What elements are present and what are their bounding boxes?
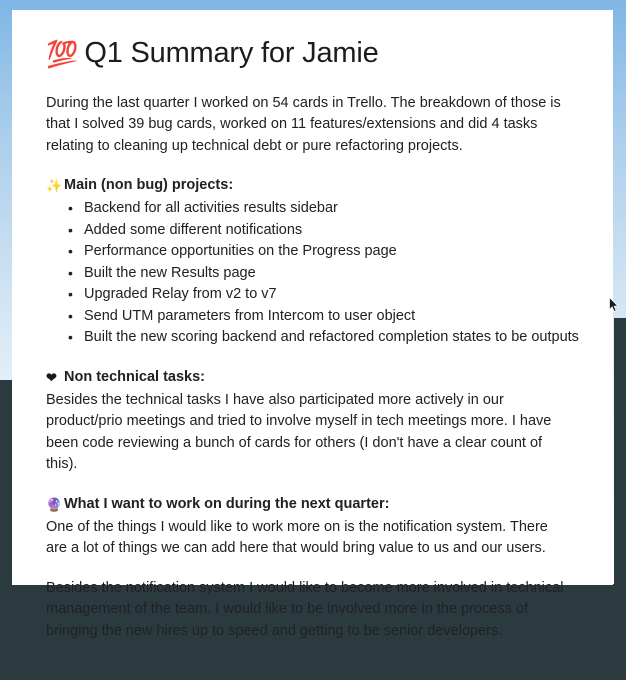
section-next-quarter [46, 494, 579, 560]
right-rail [614, 318, 626, 586]
heart-emoji: ❤ [46, 369, 57, 385]
hundred-points-emoji: 💯 [46, 39, 79, 69]
next-quarter-paragraph: One of the things I would like to work more on is the notification system. There are a lot of things we can add here that would bring value to us and our users. [46, 518, 548, 557]
main-projects-list [46, 198, 579, 349]
section-non-technical-tasks [46, 367, 579, 476]
list-item: • Built the new scoring backend and refactored completion states to be outputs [84, 327, 579, 349]
crystal-ball-emoji: 🔮 [46, 496, 63, 512]
closing-paragraph: Besides the notification system I would like to become more involved in technical management of the team. I would like to be involved more in the process of bringing the new hires up to speed and getting to be senior developers. [46, 579, 564, 639]
section-main-projects [46, 175, 579, 349]
list-item: • Upgraded Relay from v2 to v7 [84, 284, 579, 306]
list-item: • Send UTM parameters from Intercom to user object [84, 306, 579, 328]
document-card [12, 10, 613, 639]
section-heading-text: Non technical tasks: [64, 368, 206, 385]
non-technical-paragraph: Besides the technical tasks I have also participated more actively in our product/prio meetings and tried to involve myself in tech meetings more. I have been code reviewing a bunch of cards for others (I don't have a clear count of this). [46, 391, 552, 473]
list-item: • Added some different notifications [84, 220, 579, 242]
section-heading-main-projects [46, 175, 579, 196]
list-item: • Performance opportunities on the Progress page [84, 241, 579, 263]
sparkles-emoji: ✨ [46, 178, 63, 194]
document-body [12, 10, 613, 680]
list-item: • Built the new Results page [84, 263, 579, 285]
page-title-text: Q1 Summary for Jamie [84, 37, 379, 69]
list-item: • Backend for all activities results sidebar [84, 198, 579, 220]
intro-paragraph: During the last quarter I worked on 54 cards in Trello. The breakdown of those is that I solved 39 bug cards, worked on 11 features/extensions and did 4 tasks relating to cleaning up technical debt or pure refactoring projects. [46, 94, 561, 154]
section-heading-next-quarter [46, 494, 579, 515]
section-heading-non-technical [46, 367, 579, 388]
page-title [46, 36, 579, 71]
section-heading-text: Main (non bug) projects: [64, 177, 234, 194]
section-heading-text: What I want to work on during the next quarter: [64, 495, 390, 512]
